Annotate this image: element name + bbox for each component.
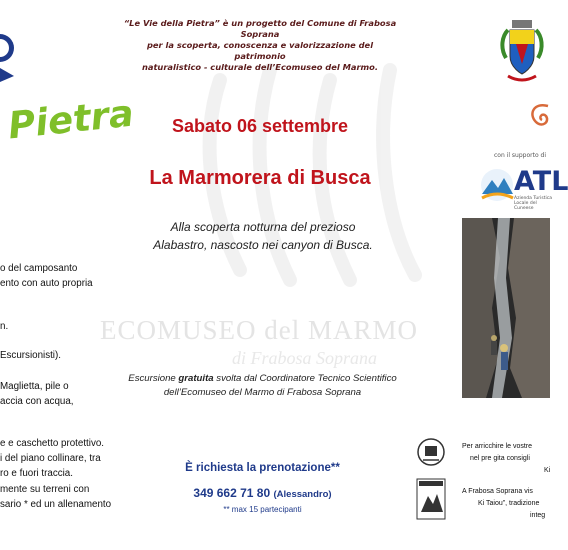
left-text-line: n. [0,321,9,332]
swirl-logo-icon [526,100,550,134]
frabosa-logo-icon [416,478,446,520]
note-line: nel pre gita consigli [470,455,530,462]
booking-phone[interactable] [150,486,375,500]
subtitle-line-1: Alla scoperta notturna del prezioso [170,220,356,234]
pietra-logo-text: Pietra [6,91,136,148]
left-text-line: Maglietta, pile o [0,381,69,392]
canyon-photo [462,218,550,398]
left-text-line: Escursionisti). [0,350,61,361]
contact-name: (Alessandro) [273,489,332,500]
excursion-line-1 [110,372,415,386]
note-line: Ki [544,467,551,474]
left-text-line: ento con auto propria [0,278,93,289]
support-label: con il supporto di [494,152,547,159]
intro-text [120,18,400,73]
atl-logo-text: ATL [514,166,568,197]
excursion-text: svolta dal Coordinatore Tecnico Scientifico [213,373,397,384]
intro-line-2: per la scoperta, conoscenza e valorizzazione del patrimonio [146,40,374,61]
excursion-line-2: dell’Ecomuseo del Marmo di Frabosa Soprana [163,387,362,398]
atl-logo-subtitle: Azienda Turistica Locale del Cuneese [514,196,552,211]
left-text-line: ro e fuori traccia. [0,468,73,479]
left-text-line: i del piano collinare, tra [0,453,101,464]
coat-of-arms-icon [498,18,546,86]
intro-line-3: naturalistico - culturale dell’Ecomuseo del Marmo. [141,62,379,72]
left-text-line: accia con acqua, [0,396,74,407]
excursion-text: Escursione [128,373,179,384]
event-title: La Marmorera di Busca [149,167,371,189]
left-text-line: mente su terreni con [0,484,90,495]
note-line: Per arricchire le vostre [462,443,533,450]
ecomuseo-watermark-text: ECOMUSEO del MARMO [100,315,419,345]
free-label: gratuita [178,373,214,384]
laurel-emblem-icon [0,30,18,82]
atl-mountain-icon [480,168,514,202]
booking-required: È richiesta la prenotazione** [185,462,340,474]
intro-line-1: “Le Vie della Pietra” è un progetto del Comune di Frabosa Soprana [123,18,397,39]
event-subtitle [118,218,408,254]
left-text-line: sario * ed un allenamento [0,499,112,510]
note-line: A Frabosa Soprana vis [462,488,533,495]
left-text-line: o del camposanto [0,263,78,274]
event-date: Sabato 06 settembre [171,116,349,136]
subtitle-line-2: Alabastro, nascosto nei canyon di Busca. [153,238,373,252]
note-line: integ [530,512,546,519]
note-line: Ki Taiou”, tradizione [478,500,540,507]
left-text-line: e e caschetto protettivo. [0,438,105,449]
ecomuseo-watermark-subtitle: di Frabosa Soprana [232,348,378,368]
museum-seal-icon [416,436,446,468]
phone-number[interactable]: 349 662 71 80 [193,486,271,500]
max-participants: ** max 15 partecipanti [223,505,302,514]
excursion-info [110,372,415,400]
